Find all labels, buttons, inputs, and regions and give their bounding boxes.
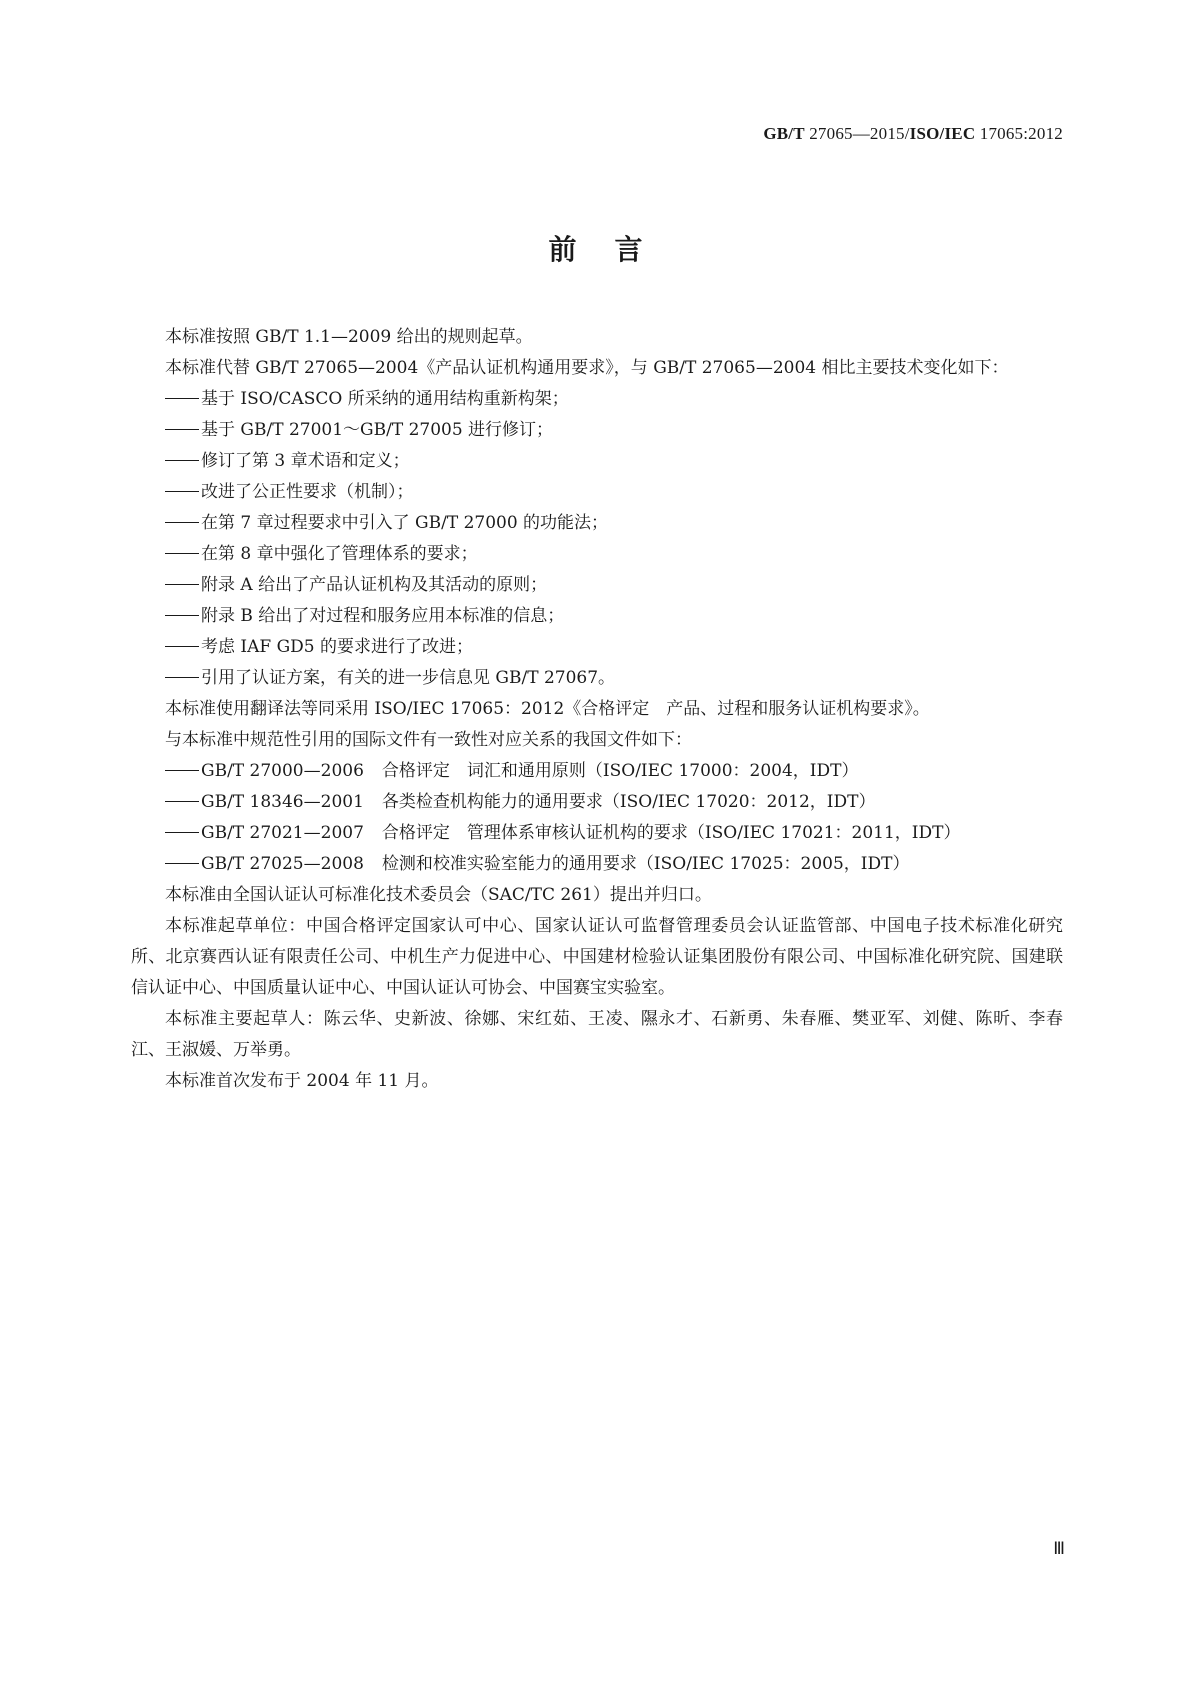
paragraph-proposed-by: 本标准由全国认证认可标准化技术委员会（SAC/TC 261）提出并归口。 bbox=[165, 885, 712, 905]
page-number: Ⅲ bbox=[1053, 1539, 1065, 1558]
dash-mark bbox=[165, 522, 199, 523]
list-item-change: 修订了第 3 章术语和定义； bbox=[131, 446, 1063, 477]
dash-mark bbox=[165, 584, 199, 585]
dash-mark bbox=[165, 832, 199, 833]
dash-mark bbox=[165, 801, 199, 802]
header-iso-number: 17065:2012 bbox=[975, 124, 1063, 143]
dash-mark bbox=[165, 460, 199, 461]
list-item-reference bbox=[131, 787, 1063, 818]
list-item-reference bbox=[131, 849, 1063, 880]
reference-title: 检测和校准实验室能力的通用要求（ISO/IEC 17025：2005，IDT） bbox=[381, 854, 910, 874]
dash-mark bbox=[165, 398, 199, 399]
reference-title: 合格评定 词汇和通用原则（ISO/IEC 17000：2004，IDT） bbox=[381, 761, 859, 781]
list-item-change: 改进了公正性要求（机制）； bbox=[131, 477, 1063, 508]
header-iso: ISO/IEC bbox=[909, 124, 976, 143]
reference-title: 合格评定 管理体系审核认证机构的要求（ISO/IEC 17021：2011，IDT） bbox=[381, 823, 961, 843]
dash-mark bbox=[165, 770, 199, 771]
header-gbt: GB/T bbox=[763, 124, 805, 143]
page-title: 前言 bbox=[548, 233, 681, 266]
paragraph-translation: 本标准使用翻译法等同采用 ISO/IEC 17065：2012《合格评定 产品、过程和服务认证机构要求》。 bbox=[165, 699, 930, 719]
dash-mark bbox=[165, 615, 199, 616]
dash-mark bbox=[165, 491, 199, 492]
reference-code: GB/T 27025—2008 bbox=[201, 854, 364, 874]
reference-code: GB/T 18346—2001 bbox=[201, 792, 364, 812]
list-item-change: 附录 A 给出了产品认证机构及其活动的原则； bbox=[131, 570, 1063, 601]
paragraph-drafting-units: 本标准起草单位：中国合格评定国家认可中心、国家认证认可监督管理委员会认证监管部、中国电子技术标准化研究所、北京赛西认证有限责任公司、中机生产力促进中心、中国建材检验认证集团股份有限公司、中国标准化研究院、国建联信认证中心、中国质量认证中心、中国认证认可协会、中国赛宝实验室。 bbox=[131, 916, 1063, 998]
paragraph-drafters: 本标准主要起草人：陈云华、史新波、徐娜、宋红茹、王凌、隰永才、石新勇、朱春雁、樊亚军、刘健、陈昕、李春江、王淑媛、万举勇。 bbox=[131, 1009, 1063, 1060]
list-item-reference bbox=[131, 818, 1063, 849]
list-item-change: 基于 ISO/CASCO 所采纳的通用结构重新构架； bbox=[131, 384, 1063, 415]
header-number: 27065—2015/ bbox=[804, 124, 910, 143]
paragraph-corresponding-docs: 与本标准中规范性引用的国际文件有一致性对应关系的我国文件如下： bbox=[165, 730, 692, 750]
foreword-body bbox=[131, 322, 1063, 1097]
reference-code: GB/T 27021—2007 bbox=[201, 823, 364, 843]
list-item-change: 基于 GB/T 27001～GB/T 27005 进行修订； bbox=[131, 415, 1063, 446]
list-item-change: 在第 8 章中强化了管理体系的要求； bbox=[131, 539, 1063, 570]
paragraph-first-issued: 本标准首次发布于 2004 年 11 月。 bbox=[165, 1071, 439, 1091]
list-item-change: 引用了认证方案，有关的进一步信息见 GB/T 27067。 bbox=[131, 663, 1063, 694]
reference-title: 各类检查机构能力的通用要求（ISO/IEC 17020：2012，IDT） bbox=[381, 792, 876, 812]
dash-mark bbox=[165, 677, 199, 678]
list-item-change: 附录 B 给出了对过程和服务应用本标准的信息； bbox=[131, 601, 1063, 632]
dash-mark bbox=[165, 646, 199, 647]
dash-mark bbox=[165, 429, 199, 430]
list-item-change: 考虑 IAF GD5 的要求进行了改进； bbox=[131, 632, 1063, 663]
standard-code-header bbox=[763, 124, 1063, 144]
dash-mark bbox=[165, 863, 199, 864]
paragraph-replaces: 本标准代替 GB/T 27065—2004《产品认证机构通用要求》，与 GB/T 27065—2004 相比主要技术变化如下： bbox=[165, 358, 1009, 378]
reference-code: GB/T 27000—2006 bbox=[201, 761, 364, 781]
list-item-reference bbox=[131, 756, 1063, 787]
list-item-change: 在第 7 章过程要求中引入了 GB/T 27000 的功能法； bbox=[131, 508, 1063, 539]
dash-mark bbox=[165, 553, 199, 554]
paragraph-drafting-rules: 本标准按照 GB/T 1.1—2009 给出的规则起草。 bbox=[165, 327, 533, 347]
